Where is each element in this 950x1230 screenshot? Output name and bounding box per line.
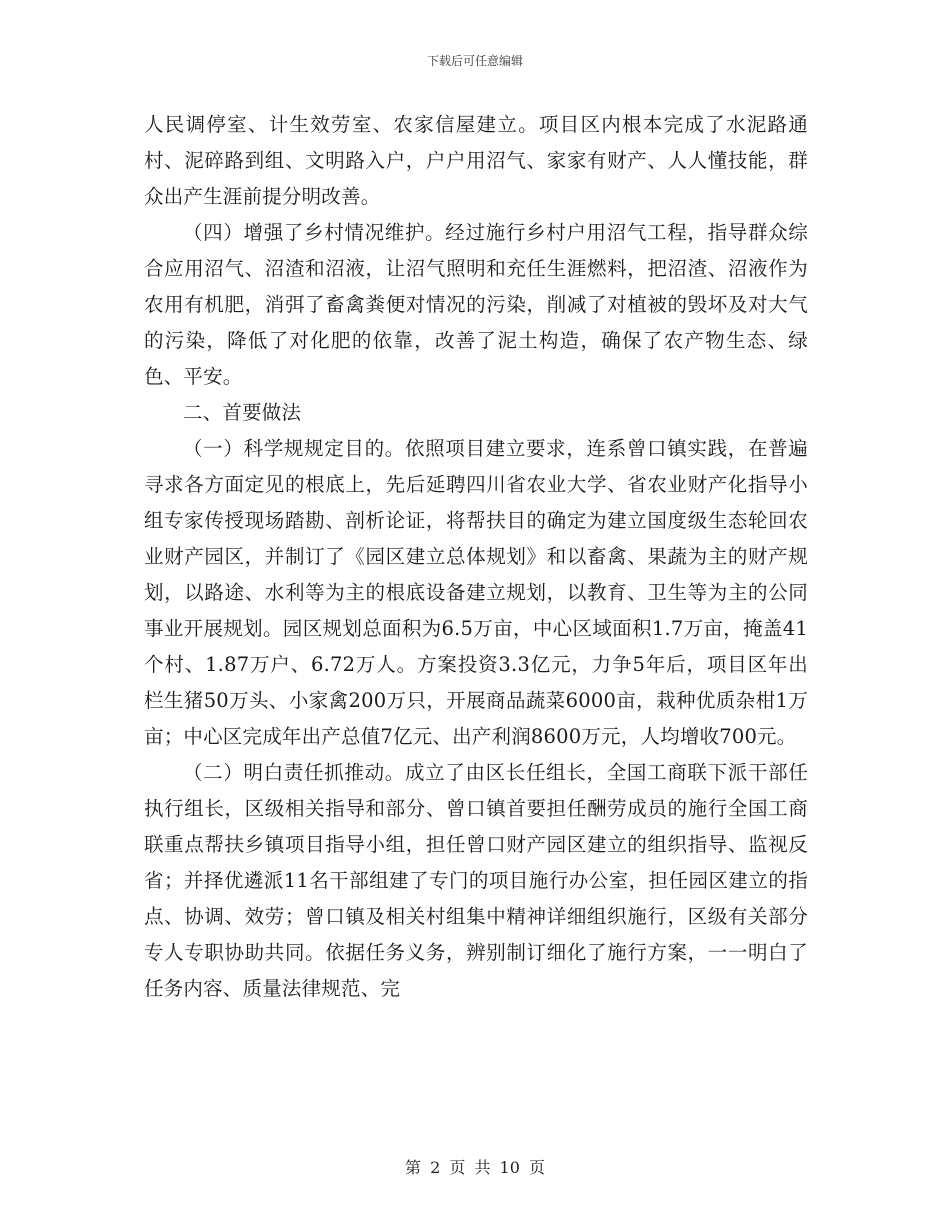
document-body (144, 107, 808, 1007)
paragraph-planning: （一）科学规规定目的。依照项目建立要求，连系曾口镇实践，在普遍寻求各方面定见的根底上，先后延聘四川省农业大学、省农业财产化指导小组专家传授现场踏勘、剖析论证，将帮扶目的确定为建立国度级生态轮回农业财产园区，并制订了《园区建立总体规划》和以畜禽、果蔬为主的财产规划，以路途、水利等为主的根底设备建立规划，以教育、卫生等为主的公同事业开展规划。园区规划总面积为6.5万亩，中心区域面积1.7万亩，掩盖41个村、1.87万户、6.72万人。方案投资3.3亿元，力争5年后，项目区年出栏生猪50万头、小家禽200万只，开展商品蔬菜6000亩，栽种优质杂柑1万亩；中心区完成年出产总值7亿元、出产利润8600万元，人均增收700元。 (144, 437, 808, 748)
section-heading: 二、首要做法 (183, 401, 302, 424)
page-header-note: 下载后可任意编辑 (426, 54, 523, 68)
paragraph-environment: （四）增强了乡村情况维护。经过施行乡村户用沼气工程，指导群众综合应用沼气、沼渣和沼液，让沼气照明和充任生涯燃料，把沼渣、沼液作为农用有机肥，消弭了畜禽粪便对情况的污染，削减了对植被的毁坏及对大气的污染，降低了对化肥的依靠，改善了泥土构造，确保了农产物生态、绿色、平安。 (144, 221, 808, 388)
paragraph-continuation: 人民调停室、计生效劳室、农家信屋建立。项目区内根本完成了水泥路通村、泥碎路到组、文明路入户，户户用沼气、家家有财产、人人懂技能，群众出产生涯前提分明改善。 (144, 113, 808, 208)
page-number: 第 2 页 共 10 页 (405, 1158, 545, 1177)
paragraph-responsibility: （二）明白责任抓推动。成立了由区长任组长，全国工商联下派干部任执行组长，区级相关指导和部分、曾口镇首要担任酬劳成员的施行全国工商联重点帮扶乡镇项目指导小组，担任曾口财产园区建立的组织指导、监视反省；并择优遴派11名干部组建了专门的项目施行办公室，担任园区建立的指点、协调、效劳；曾口镇及相关村组集中精神详细组织施行，区级有关部分专人专职协助共同。依据任务义务，辨别制订细化了施行方案，一一明白了任务内容、质量法律规范、完 (144, 761, 808, 1000)
